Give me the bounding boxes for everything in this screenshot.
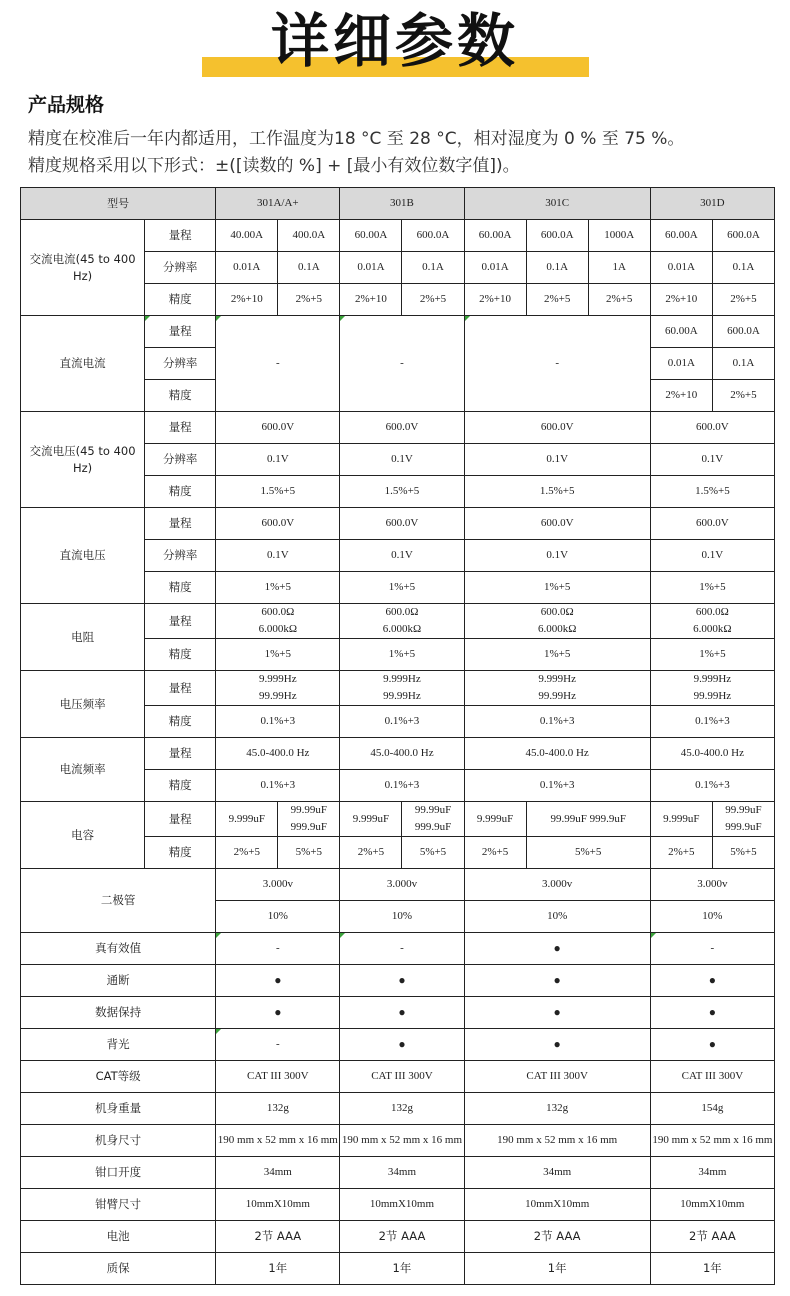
table-cell: 0.1%+3 xyxy=(650,770,774,802)
table-cell: 60.00A xyxy=(650,316,712,348)
table-cell xyxy=(340,1029,464,1061)
range-label: 量程 xyxy=(145,508,216,540)
table-cell: 45.0-400.0 Hz xyxy=(464,738,650,770)
table-cell xyxy=(402,802,464,837)
table-cell: 1%+5 xyxy=(464,572,650,604)
arm-label: 钳臂尺寸 xyxy=(21,1189,216,1221)
table-cell: 10mmX10mm xyxy=(650,1189,774,1221)
table-cell: 10mmX10mm xyxy=(340,1189,464,1221)
table-cell: 0.1%+3 xyxy=(340,706,464,738)
resolution-label: 分辨率 xyxy=(145,252,216,284)
range-line-2: 6.000kΩ xyxy=(382,623,422,635)
table-cell: 3.000v xyxy=(650,869,774,901)
table-cell: 1.5%+5 xyxy=(650,476,774,508)
range-line-2: 99.99Hz xyxy=(538,690,576,702)
table-row xyxy=(21,220,775,252)
table-cell: 600.0A xyxy=(526,220,588,252)
table-cell xyxy=(650,1029,774,1061)
bullet-icon: ● xyxy=(553,1004,561,1019)
table-cell: 3.000v xyxy=(464,869,650,901)
bullet-icon: ● xyxy=(553,940,561,955)
warranty-label: 质保 xyxy=(21,1253,216,1285)
table-cell: 2%+5 xyxy=(588,284,650,316)
table-cell: 45.0-400.0 Hz xyxy=(650,738,774,770)
ac-current-label: 交流电流(45 to 400 Hz) xyxy=(21,220,145,316)
table-cell: 5%+5 xyxy=(278,837,340,869)
table-cell: - xyxy=(650,933,774,965)
table-cell xyxy=(650,965,774,997)
model-header-b: 301B xyxy=(340,188,464,220)
table-cell: 0.1A xyxy=(402,252,464,284)
curr-freq-label: 电流频率 xyxy=(21,738,145,802)
table-cell: 3.000v xyxy=(340,869,464,901)
model-header: 型号 xyxy=(21,188,216,220)
accuracy-label: 精度 xyxy=(145,476,216,508)
table-cell: 2节 AAA xyxy=(216,1221,340,1253)
range-line-1: 9.999Hz xyxy=(383,673,421,685)
table-cell: 0.01A xyxy=(216,252,278,284)
table-cell: 10% xyxy=(340,901,464,933)
table-row xyxy=(21,933,775,965)
table-cell xyxy=(464,671,650,706)
table-cell xyxy=(464,1029,650,1061)
table-cell: - xyxy=(216,933,340,965)
table-cell: - xyxy=(464,316,650,412)
range-line-1: 600.0Ω xyxy=(261,606,295,618)
table-cell: 2%+5 xyxy=(216,837,278,869)
table-cell xyxy=(650,671,774,706)
table-cell: 3.000v xyxy=(216,869,340,901)
table-cell: 600.0A xyxy=(712,316,774,348)
table-cell xyxy=(278,802,340,837)
model-header-a: 301A/A+ xyxy=(216,188,340,220)
table-cell: 1年 xyxy=(216,1253,340,1285)
table-cell: 154g xyxy=(650,1093,774,1125)
table-cell: 34mm xyxy=(464,1157,650,1189)
table-cell: 2%+5 xyxy=(278,284,340,316)
table-cell: 10mmX10mm xyxy=(216,1189,340,1221)
table-cell: 600.0V xyxy=(464,412,650,444)
table-cell: 10% xyxy=(650,901,774,933)
table-cell: 1%+5 xyxy=(650,639,774,671)
table-cell: 190 mm x 52 mm x 16 mm xyxy=(464,1125,650,1157)
diode-label: 二极管 xyxy=(21,869,216,933)
range-line-1: 99.99uF xyxy=(414,804,452,816)
range-line-1: 600.0Ω xyxy=(695,606,729,618)
capacitance-label: 电容 xyxy=(21,802,145,869)
bullet-icon: ● xyxy=(274,972,282,987)
table-cell xyxy=(650,997,774,1029)
table-row xyxy=(21,508,775,540)
range-label: 量程 xyxy=(145,316,216,348)
table-cell: 5%+5 xyxy=(712,837,774,869)
table-cell: 1%+5 xyxy=(216,639,340,671)
table-cell: 132g xyxy=(464,1093,650,1125)
range-line-2: 99.99Hz xyxy=(383,690,421,702)
table-cell xyxy=(216,965,340,997)
table-row xyxy=(21,1189,775,1221)
table-cell: CAT III 300V xyxy=(216,1061,340,1093)
table-header-row xyxy=(21,188,775,220)
table-cell: 0.1V xyxy=(650,444,774,476)
range-line-2: 999.9uF xyxy=(725,821,762,833)
data-hold-label: 数据保持 xyxy=(21,997,216,1029)
backlight-label: 背光 xyxy=(21,1029,216,1061)
range-label: 量程 xyxy=(145,220,216,252)
range-line-1: 9.999Hz xyxy=(693,673,732,685)
table-cell xyxy=(464,933,650,965)
table-row xyxy=(21,965,775,997)
table-cell xyxy=(650,604,774,639)
range-label: 量程 xyxy=(145,671,216,706)
weight-label: 机身重量 xyxy=(21,1093,216,1125)
table-cell: 2%+5 xyxy=(712,284,774,316)
table-row xyxy=(21,1125,775,1157)
resistance-label: 电阻 xyxy=(21,604,145,671)
table-cell: 2%+5 xyxy=(712,380,774,412)
range-label: 量程 xyxy=(145,604,216,639)
intro-line-1: 精度在校准后一年内都适用，工作温度为18 °C 至 28 °C，相对湿度为 0 % 至 75 %。 xyxy=(28,129,685,149)
table-cell: - xyxy=(340,316,464,412)
table-cell xyxy=(340,965,464,997)
table-cell: 2%+5 xyxy=(650,837,712,869)
table-cell: 0.1V xyxy=(216,444,340,476)
table-cell: 1%+5 xyxy=(216,572,340,604)
table-row xyxy=(21,671,775,706)
table-cell: 190 mm x 52 mm x 16 mm xyxy=(650,1125,774,1157)
bullet-icon: ● xyxy=(708,972,717,987)
accuracy-label: 精度 xyxy=(145,639,216,671)
table-cell: 190 mm x 52 mm x 16 mm xyxy=(340,1125,464,1157)
table-cell: 2%+10 xyxy=(216,284,278,316)
range-line-1: 9.999Hz xyxy=(538,673,576,685)
table-cell: 2%+5 xyxy=(402,284,464,316)
table-cell: 2节 AAA xyxy=(464,1221,650,1253)
range-line-2: 99.99Hz xyxy=(693,690,732,702)
battery-label: 电池 xyxy=(21,1221,216,1253)
table-cell: 2%+5 xyxy=(340,837,402,869)
table-cell: 1%+5 xyxy=(464,639,650,671)
range-line-2: 6.000kΩ xyxy=(537,623,577,635)
table-cell: 600.0V xyxy=(216,412,340,444)
table-cell: 600.0V xyxy=(216,508,340,540)
table-row xyxy=(21,412,775,444)
table-cell: 5%+5 xyxy=(526,837,650,869)
table-cell: 2节 AAA xyxy=(340,1221,464,1253)
bullet-icon: ● xyxy=(553,972,561,987)
table-cell: 9.999uF xyxy=(650,802,712,837)
table-cell: CAT III 300V xyxy=(464,1061,650,1093)
table-cell: 2%+5 xyxy=(526,284,588,316)
table-cell: 60.00A xyxy=(340,220,402,252)
table-cell: 0.1A xyxy=(712,348,774,380)
table-row xyxy=(21,1029,775,1061)
accuracy-label: 精度 xyxy=(145,380,216,412)
table-cell: 1.5%+5 xyxy=(464,476,650,508)
table-cell: 45.0-400.0 Hz xyxy=(216,738,340,770)
table-cell: 9.999uF xyxy=(216,802,278,837)
table-cell: 34mm xyxy=(650,1157,774,1189)
range-line-1: 99.99uF xyxy=(725,804,762,816)
table-cell: 132g xyxy=(340,1093,464,1125)
range-label: 量程 xyxy=(145,802,216,837)
bullet-icon: ● xyxy=(398,972,406,987)
dc-current-label: 直流电流 xyxy=(21,316,145,412)
table-cell: 2%+10 xyxy=(340,284,402,316)
dc-voltage-label: 直流电压 xyxy=(21,508,145,604)
table-cell: 600.0A xyxy=(402,220,464,252)
range-label: 量程 xyxy=(145,412,216,444)
table-cell: 2%+10 xyxy=(650,284,712,316)
model-header-c: 301C xyxy=(464,188,650,220)
table-cell: 10% xyxy=(216,901,340,933)
bullet-icon: ● xyxy=(553,1036,561,1051)
table-cell: CAT III 300V xyxy=(340,1061,464,1093)
size-label: 机身尺寸 xyxy=(21,1125,216,1157)
bullet-icon: ● xyxy=(398,1004,406,1019)
range-line-2: 6.000kΩ xyxy=(258,623,298,635)
true-rms-label: 真有效值 xyxy=(21,933,216,965)
table-cell: 0.1V xyxy=(216,540,340,572)
table-cell: 0.1%+3 xyxy=(464,770,650,802)
table-row xyxy=(21,1221,775,1253)
table-cell: 34mm xyxy=(340,1157,464,1189)
continuity-label: 通断 xyxy=(21,965,216,997)
jaw-label: 钳口开度 xyxy=(21,1157,216,1189)
table-row xyxy=(21,1157,775,1189)
model-header-d: 301D xyxy=(650,188,774,220)
table-cell: 9.999uF xyxy=(340,802,402,837)
table-cell: 0.1V xyxy=(464,444,650,476)
table-cell: 600.0V xyxy=(464,508,650,540)
intro-line-2: 精度规格采用以下形式：±([读数的 %] + [最小有效位数字值])。 xyxy=(28,156,520,176)
table-cell: 45.0-400.0 Hz xyxy=(340,738,464,770)
table-cell: 10% xyxy=(464,901,650,933)
table-cell: 2%+10 xyxy=(650,380,712,412)
range-label: 量程 xyxy=(145,738,216,770)
table-row xyxy=(21,1061,775,1093)
table-cell xyxy=(464,604,650,639)
table-cell: 0.01A xyxy=(650,252,712,284)
ac-voltage-label: 交流电压(45 to 400 Hz) xyxy=(21,412,145,508)
range-line-1: 99.99uF xyxy=(290,804,328,816)
table-cell: 1年 xyxy=(650,1253,774,1285)
table-cell xyxy=(712,802,774,837)
table-cell: 0.1V xyxy=(650,540,774,572)
table-row xyxy=(21,869,775,901)
range-line-2: 6.000kΩ xyxy=(693,623,732,635)
table-cell: 600.0V xyxy=(650,412,774,444)
table-cell: - xyxy=(340,933,464,965)
table-cell: 60.00A xyxy=(464,220,526,252)
table-cell: 0.1%+3 xyxy=(464,706,650,738)
table-row xyxy=(21,802,775,837)
table-cell: 9.999uF xyxy=(464,802,526,837)
table-cell: 1.5%+5 xyxy=(340,476,464,508)
bullet-icon: ● xyxy=(274,1004,282,1019)
bullet-icon: ● xyxy=(708,1036,717,1051)
table-row xyxy=(21,1253,775,1285)
table-cell: 0.1V xyxy=(340,444,464,476)
table-row xyxy=(21,604,775,639)
section-title: 产品规格 xyxy=(28,94,105,116)
range-line-2: 999.9uF xyxy=(290,821,328,833)
bullet-icon: ● xyxy=(398,1036,406,1051)
table-cell: 1年 xyxy=(340,1253,464,1285)
range-line-2: 999.9uF xyxy=(414,821,452,833)
table-cell: 99.99uF 999.9uF xyxy=(526,802,650,837)
resolution-label: 分辨率 xyxy=(145,540,216,572)
bullet-icon: ● xyxy=(708,1004,717,1019)
table-cell xyxy=(216,997,340,1029)
table-cell: 1%+5 xyxy=(650,572,774,604)
table-cell: 1A xyxy=(588,252,650,284)
table-cell: 400.0A xyxy=(278,220,340,252)
table-row xyxy=(21,316,775,348)
table-cell: 1.5%+5 xyxy=(216,476,340,508)
volt-freq-label: 电压频率 xyxy=(21,671,145,738)
range-line-1: 600.0Ω xyxy=(540,606,574,618)
table-cell: 1%+5 xyxy=(340,572,464,604)
table-cell: 1%+5 xyxy=(340,639,464,671)
table-cell: 0.1%+3 xyxy=(216,770,340,802)
table-cell: 0.01A xyxy=(340,252,402,284)
accuracy-label: 精度 xyxy=(145,284,216,316)
spec-table xyxy=(20,187,775,1285)
table-row xyxy=(21,997,775,1029)
table-cell xyxy=(216,604,340,639)
table-cell xyxy=(340,604,464,639)
table-cell xyxy=(464,965,650,997)
table-cell: 0.1V xyxy=(340,540,464,572)
table-cell: 34mm xyxy=(216,1157,340,1189)
table-cell: 40.00A xyxy=(216,220,278,252)
table-cell xyxy=(340,671,464,706)
table-cell: 0.1%+3 xyxy=(340,770,464,802)
resolution-label: 分辨率 xyxy=(145,444,216,476)
table-cell: - xyxy=(216,1029,340,1061)
accuracy-label: 精度 xyxy=(145,837,216,869)
table-cell: 600.0V xyxy=(340,508,464,540)
table-cell: 2%+5 xyxy=(464,837,526,869)
table-cell: 1000A xyxy=(588,220,650,252)
table-cell: 10mmX10mm xyxy=(464,1189,650,1221)
table-cell: 0.1A xyxy=(526,252,588,284)
accuracy-label: 精度 xyxy=(145,770,216,802)
table-cell: - xyxy=(216,316,340,412)
table-cell: 0.01A xyxy=(650,348,712,380)
table-cell: 2节 AAA xyxy=(650,1221,774,1253)
table-cell: 0.1%+3 xyxy=(650,706,774,738)
table-cell: 0.1%+3 xyxy=(216,706,340,738)
cat-label: CAT等级 xyxy=(21,1061,216,1093)
table-cell xyxy=(464,997,650,1029)
table-cell: 0.01A xyxy=(464,252,526,284)
table-cell: 600.0V xyxy=(650,508,774,540)
table-cell: 2%+10 xyxy=(464,284,526,316)
resolution-label: 分辨率 xyxy=(145,348,216,380)
range-line-1: 9.999Hz xyxy=(259,673,297,685)
table-cell: 60.00A xyxy=(650,220,712,252)
table-cell: 190 mm x 52 mm x 16 mm xyxy=(216,1125,340,1157)
table-row xyxy=(21,1093,775,1125)
table-cell: 600.0V xyxy=(340,412,464,444)
page-title: 详细参数 xyxy=(270,7,519,75)
page-header xyxy=(0,0,790,86)
table-cell xyxy=(216,671,340,706)
table-cell: 0.1A xyxy=(712,252,774,284)
range-line-1: 600.0Ω xyxy=(385,606,419,618)
table-cell: 600.0A xyxy=(712,220,774,252)
table-cell: 5%+5 xyxy=(402,837,464,869)
table-cell: 1年 xyxy=(464,1253,650,1285)
table-cell xyxy=(340,997,464,1029)
accuracy-label: 精度 xyxy=(145,572,216,604)
table-cell: 0.1V xyxy=(464,540,650,572)
accuracy-label: 精度 xyxy=(145,706,216,738)
table-cell: 0.1A xyxy=(278,252,340,284)
range-line-2: 99.99Hz xyxy=(259,690,297,702)
table-cell: CAT III 300V xyxy=(650,1061,774,1093)
table-cell: 132g xyxy=(216,1093,340,1125)
table-row xyxy=(21,738,775,770)
